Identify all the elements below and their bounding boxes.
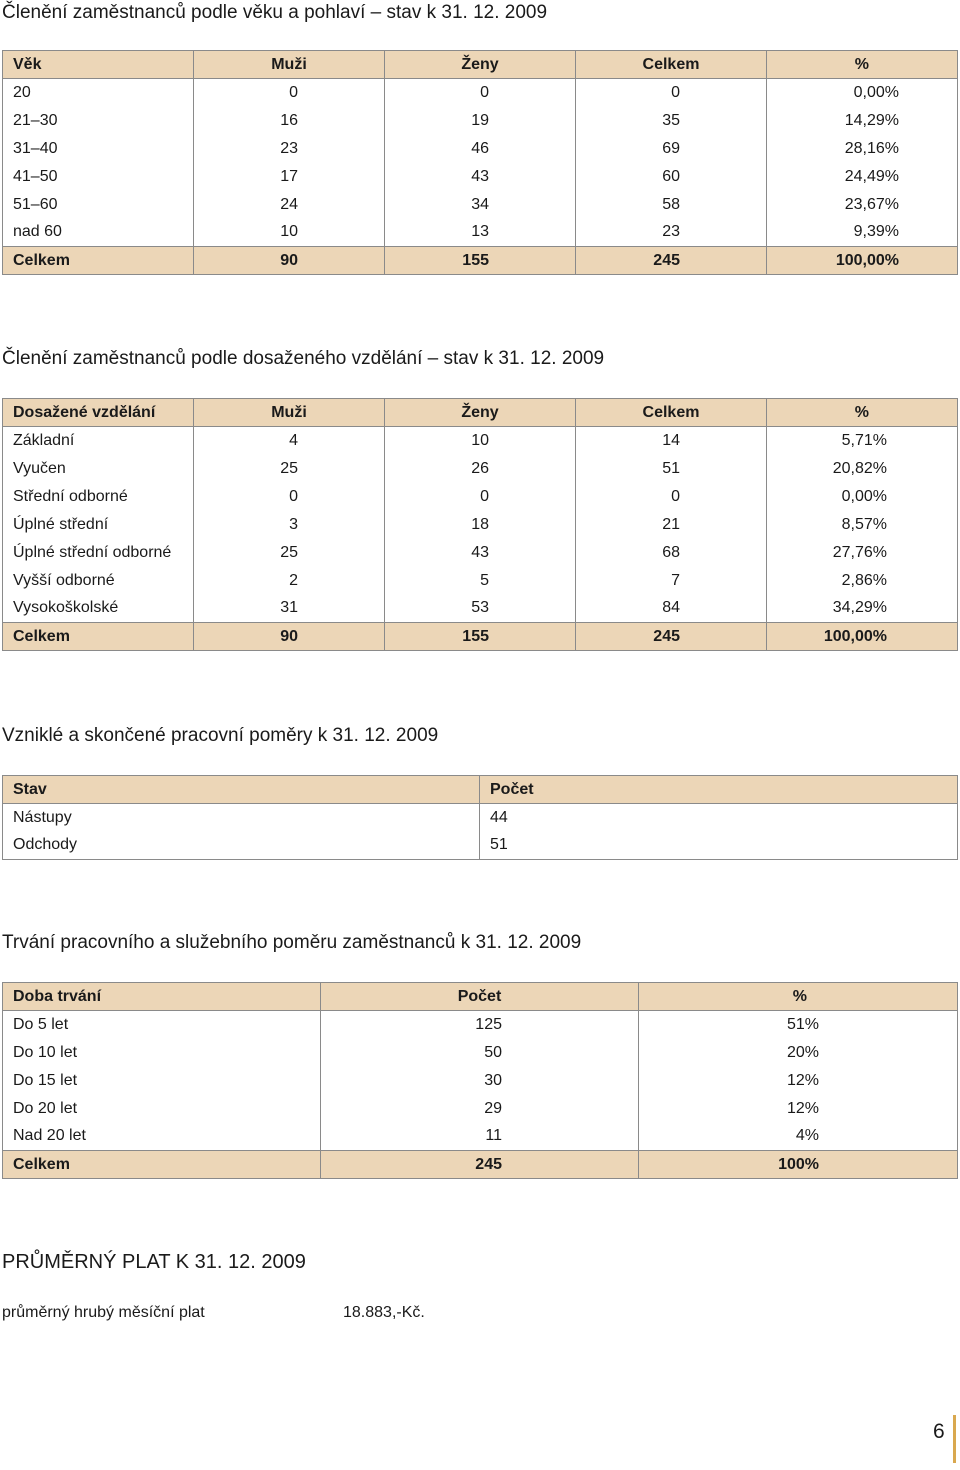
- table-cell: 0: [194, 483, 385, 511]
- column-header: %: [767, 51, 958, 79]
- table-row: [3, 1039, 958, 1067]
- table-cell: 21: [576, 511, 767, 539]
- table-cell: Do 10 let: [3, 1039, 321, 1067]
- table-cell: 155: [385, 623, 576, 651]
- column-header: %: [767, 399, 958, 427]
- table-cell: 14,29%: [767, 107, 958, 135]
- table-cell: 9,39%: [767, 219, 958, 247]
- table-cell: 12%: [639, 1067, 958, 1095]
- average-salary-value: 18.883,-Kč.: [343, 1304, 425, 1321]
- table-row: [3, 135, 958, 163]
- average-salary-title: PRŮMĚRNÝ PLAT K 31. 12. 2009: [2, 1251, 306, 1273]
- table-cell: 58: [576, 191, 767, 219]
- table-header-row: [3, 983, 958, 1011]
- table-cell: 35: [576, 107, 767, 135]
- table-row: [3, 832, 958, 860]
- table-row: [3, 483, 958, 511]
- table-row: [3, 595, 958, 623]
- column-header: Muži: [194, 399, 385, 427]
- table-cell: 11: [321, 1123, 639, 1151]
- table-cell: Vysokoškolské: [3, 595, 194, 623]
- table-row: [3, 1067, 958, 1095]
- table-header-row: [3, 399, 958, 427]
- table-cell: 50: [321, 1039, 639, 1067]
- table-cell: 51: [576, 455, 767, 483]
- table-cell: 2,86%: [767, 567, 958, 595]
- table-cell: 0,00%: [767, 79, 958, 107]
- table-cell: 0: [385, 79, 576, 107]
- table-cell: 17: [194, 163, 385, 191]
- table-cell: 41–50: [3, 163, 194, 191]
- page-number: 6: [933, 1420, 945, 1443]
- table-cell: 31: [194, 595, 385, 623]
- table-row: [3, 804, 958, 832]
- age-gender-table-title: Členění zaměstnanců podle věku a pohlaví – stav k 31. 12. 2009: [2, 2, 548, 23]
- table-total-row: [3, 1151, 958, 1179]
- table-cell: 100%: [639, 1151, 958, 1179]
- table-cell: 24: [194, 191, 385, 219]
- table-cell: Celkem: [3, 1151, 321, 1179]
- table-row: [3, 539, 958, 567]
- column-header: %: [639, 983, 958, 1011]
- table-cell: 100,00%: [767, 247, 958, 275]
- table-row: [3, 1095, 958, 1123]
- table-cell: 2: [194, 567, 385, 595]
- column-header: Počet: [321, 983, 639, 1011]
- table-cell: 4%: [639, 1123, 958, 1151]
- table-cell: 29: [321, 1095, 639, 1123]
- table-cell: 18: [385, 511, 576, 539]
- table-cell: 16: [194, 107, 385, 135]
- table-cell: 34: [385, 191, 576, 219]
- table-cell: 25: [194, 455, 385, 483]
- table-cell: 20: [3, 79, 194, 107]
- table-cell: 245: [576, 247, 767, 275]
- table-cell: 10: [385, 427, 576, 455]
- table-cell: 20%: [639, 1039, 958, 1067]
- table-cell: 10: [194, 219, 385, 247]
- table-cell: 19: [385, 107, 576, 135]
- table-cell: 51%: [639, 1011, 958, 1039]
- table-cell: 0: [194, 79, 385, 107]
- table-cell: 245: [321, 1151, 639, 1179]
- table-cell: 23: [576, 219, 767, 247]
- table-cell: Do 15 let: [3, 1067, 321, 1095]
- table-cell: Úplné střední odborné: [3, 539, 194, 567]
- table-cell: Základní: [3, 427, 194, 455]
- employment-changes-table: [2, 775, 958, 860]
- table-cell: 25: [194, 539, 385, 567]
- table-cell: 4: [194, 427, 385, 455]
- table-cell: Úplné střední: [3, 511, 194, 539]
- table-cell: 30: [321, 1067, 639, 1095]
- employment-changes-title: Vzniklé a skončené pracovní poměry k 31. 12. 2009: [2, 725, 439, 746]
- table-row: [3, 1123, 958, 1151]
- table-cell: 0: [576, 79, 767, 107]
- table-cell: 0,00%: [767, 483, 958, 511]
- table-cell: 23: [194, 135, 385, 163]
- table-row: [3, 427, 958, 455]
- table-cell: Nástupy: [3, 804, 480, 832]
- table-row: [3, 567, 958, 595]
- table-cell: 13: [385, 219, 576, 247]
- table-cell: 46: [385, 135, 576, 163]
- table-cell: 14: [576, 427, 767, 455]
- table-cell: 23,67%: [767, 191, 958, 219]
- page-number-bar: [953, 1415, 956, 1463]
- table-cell: 125: [321, 1011, 639, 1039]
- table-cell: 51: [480, 832, 958, 860]
- column-header: Celkem: [576, 51, 767, 79]
- column-header: Počet: [480, 776, 958, 804]
- table-cell: 68: [576, 539, 767, 567]
- table-cell: 44: [480, 804, 958, 832]
- table-cell: Celkem: [3, 247, 194, 275]
- table-cell: 90: [194, 623, 385, 651]
- table-cell: Vyšší odborné: [3, 567, 194, 595]
- employment-duration-title: Trvání pracovního a služebního poměru zaměstnanců k 31. 12. 2009: [2, 932, 582, 953]
- column-header: Ženy: [385, 399, 576, 427]
- table-cell: 155: [385, 247, 576, 275]
- column-header: Věk: [3, 51, 194, 79]
- table-cell: Odchody: [3, 832, 480, 860]
- table-cell: 7: [576, 567, 767, 595]
- table-row: [3, 107, 958, 135]
- table-header-row: [3, 776, 958, 804]
- column-header: Doba trvání: [3, 983, 321, 1011]
- education-table-title: Členění zaměstnanců podle dosaženého vzdělání – stav k 31. 12. 2009: [2, 348, 605, 369]
- table-cell: 60: [576, 163, 767, 191]
- table-cell: 24,49%: [767, 163, 958, 191]
- table-cell: Celkem: [3, 623, 194, 651]
- table-cell: Do 20 let: [3, 1095, 321, 1123]
- table-total-row: [3, 623, 958, 651]
- table-row: [3, 163, 958, 191]
- column-header: Stav: [3, 776, 480, 804]
- column-header: Dosažené vzdělání: [3, 399, 194, 427]
- table-row: [3, 511, 958, 539]
- table-cell: 26: [385, 455, 576, 483]
- table-cell: Vyučen: [3, 455, 194, 483]
- table-row: [3, 79, 958, 107]
- table-cell: 51–60: [3, 191, 194, 219]
- table-cell: 5: [385, 567, 576, 595]
- table-cell: 84: [576, 595, 767, 623]
- table-cell: 21–30: [3, 107, 194, 135]
- table-cell: 5,71%: [767, 427, 958, 455]
- table-row: [3, 1011, 958, 1039]
- table-cell: 20,82%: [767, 455, 958, 483]
- table-cell: 0: [576, 483, 767, 511]
- employment-duration-table: [2, 982, 958, 1179]
- table-cell: Nad 20 let: [3, 1123, 321, 1151]
- table-cell: Do 5 let: [3, 1011, 321, 1039]
- table-cell: 245: [576, 623, 767, 651]
- table-cell: 43: [385, 539, 576, 567]
- table-cell: 0: [385, 483, 576, 511]
- table-cell: 27,76%: [767, 539, 958, 567]
- table-cell: 90: [194, 247, 385, 275]
- table-row: [3, 219, 958, 247]
- table-cell: 43: [385, 163, 576, 191]
- column-header: Ženy: [385, 51, 576, 79]
- table-header-row: [3, 51, 958, 79]
- table-cell: Střední odborné: [3, 483, 194, 511]
- age-gender-table: [2, 50, 958, 275]
- column-header: Celkem: [576, 399, 767, 427]
- table-cell: nad 60: [3, 219, 194, 247]
- average-salary-label: průměrný hrubý měsíční plat: [2, 1304, 205, 1321]
- table-row: [3, 455, 958, 483]
- table-row: [3, 191, 958, 219]
- table-cell: 12%: [639, 1095, 958, 1123]
- table-cell: 53: [385, 595, 576, 623]
- education-table: [2, 398, 958, 651]
- table-cell: 31–40: [3, 135, 194, 163]
- column-header: Muži: [194, 51, 385, 79]
- table-cell: 3: [194, 511, 385, 539]
- table-cell: 100,00%: [767, 623, 958, 651]
- table-cell: 28,16%: [767, 135, 958, 163]
- table-total-row: [3, 247, 958, 275]
- table-cell: 69: [576, 135, 767, 163]
- table-cell: 34,29%: [767, 595, 958, 623]
- table-cell: 8,57%: [767, 511, 958, 539]
